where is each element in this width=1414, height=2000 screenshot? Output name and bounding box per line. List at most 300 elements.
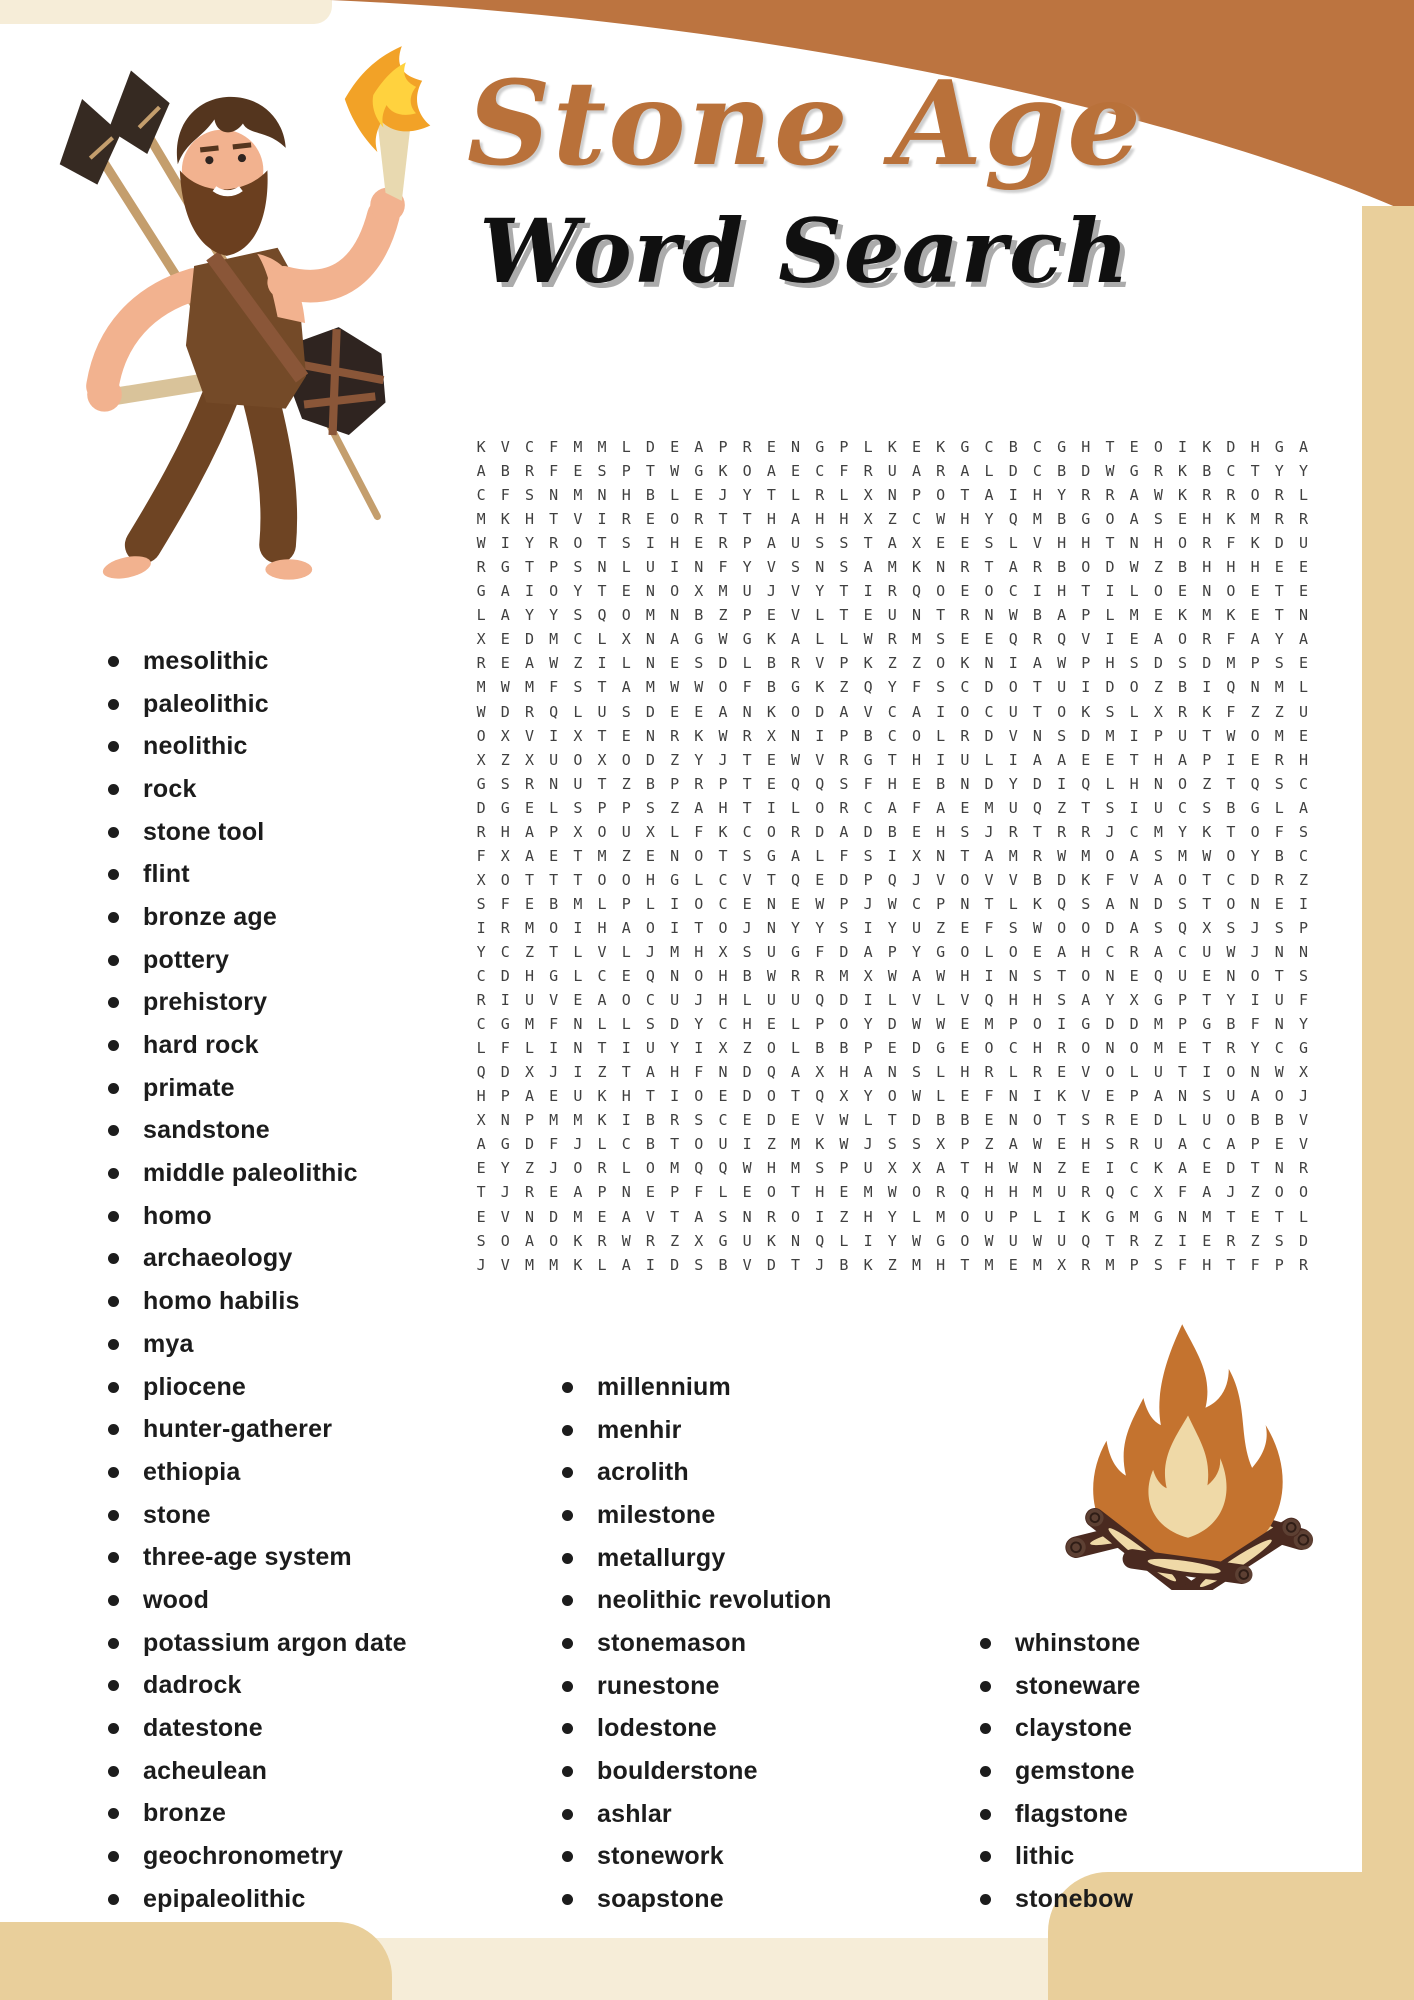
grid-letter[interactable]: D [1250, 870, 1260, 889]
grid-letter[interactable]: S [1008, 918, 1018, 937]
grid-letter[interactable]: W [718, 630, 728, 649]
grid-letter[interactable]: F [549, 1135, 559, 1154]
grid-letter[interactable]: G [1153, 991, 1163, 1010]
grid-letter[interactable]: Y [524, 534, 534, 553]
grid-letter[interactable]: I [597, 510, 607, 529]
grid-letter[interactable]: O [1274, 1183, 1284, 1202]
grid-letter[interactable]: A [766, 534, 776, 553]
grid-letter[interactable]: O [1226, 1111, 1236, 1130]
grid-letter[interactable]: O [621, 750, 631, 769]
grid-letter[interactable]: Y [549, 606, 559, 625]
grid-letter[interactable]: U [573, 1087, 583, 1106]
grid-letter[interactable]: O [1105, 510, 1115, 529]
grid-letter[interactable]: D [984, 678, 994, 697]
grid-letter[interactable]: O [911, 1183, 921, 1202]
grid-letter[interactable]: L [742, 654, 752, 673]
grid-letter[interactable]: G [1057, 438, 1067, 457]
grid-letter[interactable]: I [476, 918, 486, 937]
grid-letter[interactable]: Z [718, 606, 728, 625]
grid-letter[interactable]: Z [621, 774, 631, 793]
grid-letter[interactable]: F [549, 1015, 559, 1034]
grid-letter[interactable]: E [524, 798, 534, 817]
grid-letter[interactable]: X [694, 582, 704, 601]
grid-letter[interactable]: D [1008, 462, 1018, 481]
grid-letter[interactable]: O [573, 534, 583, 553]
grid-letter[interactable]: E [549, 846, 559, 865]
grid-letter[interactable]: V [742, 870, 752, 889]
grid-letter[interactable]: C [524, 438, 534, 457]
grid-letter[interactable]: L [573, 702, 583, 721]
grid-letter[interactable]: P [911, 486, 921, 505]
grid-letter[interactable]: R [1226, 1039, 1236, 1058]
grid-letter[interactable]: Q [984, 991, 994, 1010]
grid-letter[interactable]: W [1057, 846, 1067, 865]
grid-letter[interactable]: E [549, 1183, 559, 1202]
grid-letter[interactable]: N [766, 894, 776, 913]
grid-letter[interactable]: T [597, 582, 607, 601]
grid-letter[interactable]: V [549, 991, 559, 1010]
grid-letter[interactable]: U [718, 1135, 728, 1154]
grid-letter[interactable]: T [1105, 534, 1115, 553]
grid-letter[interactable]: N [1274, 943, 1284, 961]
grid-letter[interactable]: J [694, 991, 704, 1010]
grid-letter[interactable]: M [1153, 1015, 1163, 1034]
grid-letter[interactable]: C [476, 486, 486, 505]
grid-letter[interactable]: B [742, 967, 752, 986]
grid-letter[interactable]: A [694, 1207, 704, 1226]
grid-letter[interactable]: B [839, 1039, 849, 1058]
grid-letter[interactable]: O [621, 870, 631, 889]
grid-letter[interactable]: S [524, 486, 534, 505]
grid-letter[interactable]: L [1298, 1207, 1308, 1226]
grid-letter[interactable]: H [645, 870, 655, 889]
grid-letter[interactable]: C [476, 967, 486, 986]
grid-letter[interactable]: B [549, 894, 559, 913]
grid-letter[interactable]: T [791, 1255, 801, 1274]
grid-letter[interactable]: Z [1057, 1159, 1067, 1178]
grid-letter[interactable]: U [887, 606, 897, 625]
grid-letter[interactable]: O [670, 582, 680, 601]
grid-letter[interactable]: C [573, 630, 583, 649]
grid-letter[interactable]: U [1298, 702, 1308, 721]
grid-letter[interactable]: V [815, 1111, 825, 1130]
grid-letter[interactable]: B [815, 1039, 825, 1058]
grid-letter[interactable]: M [1032, 510, 1042, 529]
grid-letter[interactable]: B [1057, 558, 1067, 577]
grid-letter[interactable]: A [573, 1183, 583, 1202]
grid-letter[interactable]: C [1226, 870, 1236, 889]
grid-letter[interactable]: W [1008, 606, 1018, 625]
grid-letter[interactable]: A [863, 1063, 873, 1082]
grid-letter[interactable]: U [1178, 967, 1188, 986]
grid-letter[interactable]: C [887, 702, 897, 721]
grid-letter[interactable]: E [1298, 582, 1308, 601]
grid-letter[interactable]: Y [1274, 462, 1284, 481]
grid-letter[interactable]: A [984, 486, 994, 505]
grid-letter[interactable]: T [1226, 774, 1236, 793]
grid-letter[interactable]: M [670, 1159, 680, 1178]
grid-letter[interactable]: I [1105, 630, 1115, 649]
grid-letter[interactable]: E [524, 894, 534, 913]
grid-letter[interactable]: K [766, 630, 776, 649]
grid-letter[interactable]: L [476, 1039, 486, 1058]
grid-letter[interactable]: A [791, 1063, 801, 1082]
grid-letter[interactable]: K [960, 654, 970, 673]
grid-letter[interactable]: F [984, 1087, 994, 1106]
grid-letter[interactable]: E [476, 1207, 486, 1226]
grid-letter[interactable]: J [863, 894, 873, 913]
grid-letter[interactable]: A [1032, 750, 1042, 769]
grid-letter[interactable]: E [694, 702, 704, 721]
grid-letter[interactable]: R [791, 822, 801, 841]
grid-letter[interactable]: X [1057, 1255, 1067, 1274]
grid-letter[interactable]: M [524, 918, 534, 937]
grid-letter[interactable]: M [645, 678, 655, 697]
grid-letter[interactable]: S [791, 558, 801, 577]
grid-letter[interactable]: K [1226, 606, 1236, 625]
grid-letter[interactable]: V [573, 510, 583, 529]
grid-letter[interactable]: N [960, 894, 970, 913]
grid-letter[interactable]: I [549, 1039, 559, 1058]
grid-letter[interactable]: M [1032, 1183, 1042, 1202]
grid-letter[interactable]: C [1298, 846, 1308, 865]
grid-letter[interactable]: G [1153, 1207, 1163, 1226]
grid-letter[interactable]: V [815, 750, 825, 769]
grid-letter[interactable]: J [1298, 1087, 1308, 1106]
grid-letter[interactable]: C [1032, 462, 1042, 481]
grid-letter[interactable]: Z [1298, 870, 1308, 889]
grid-letter[interactable]: L [524, 1039, 534, 1058]
grid-letter[interactable]: X [911, 1159, 921, 1178]
grid-letter[interactable]: N [1298, 606, 1308, 625]
grid-letter[interactable]: M [1202, 1207, 1212, 1226]
grid-letter[interactable]: R [597, 1159, 607, 1178]
grid-letter[interactable]: A [621, 1207, 631, 1226]
grid-letter[interactable]: E [1298, 558, 1308, 577]
grid-letter[interactable]: H [887, 774, 897, 793]
grid-letter[interactable]: E [742, 894, 752, 913]
grid-letter[interactable]: W [621, 1231, 631, 1250]
grid-letter[interactable]: O [766, 1039, 776, 1058]
grid-letter[interactable]: P [742, 606, 752, 625]
grid-letter[interactable]: B [718, 1255, 728, 1274]
grid-letter[interactable]: D [839, 870, 849, 889]
word-search-grid[interactable] [469, 435, 1316, 1277]
grid-letter[interactable]: D [1298, 1231, 1308, 1250]
grid-letter[interactable]: M [839, 967, 849, 986]
grid-letter[interactable]: A [1081, 991, 1091, 1010]
grid-letter[interactable]: E [500, 630, 510, 649]
grid-letter[interactable]: M [984, 798, 994, 817]
grid-letter[interactable]: C [1226, 462, 1236, 481]
grid-letter[interactable]: G [500, 558, 510, 577]
grid-letter[interactable]: A [524, 822, 534, 841]
grid-letter[interactable]: U [1057, 678, 1067, 697]
grid-letter[interactable]: H [1153, 750, 1163, 769]
grid-letter[interactable]: F [1298, 991, 1308, 1010]
grid-letter[interactable]: P [1153, 726, 1163, 745]
grid-letter[interactable]: E [476, 1159, 486, 1178]
grid-letter[interactable]: Q [791, 774, 801, 793]
grid-letter[interactable]: I [1202, 678, 1212, 697]
grid-letter[interactable]: I [1202, 1063, 1212, 1082]
grid-letter[interactable]: P [621, 798, 631, 817]
grid-letter[interactable]: E [1105, 1087, 1115, 1106]
grid-letter[interactable]: T [1250, 462, 1260, 481]
grid-letter[interactable]: C [597, 967, 607, 986]
grid-letter[interactable]: M [573, 1111, 583, 1130]
grid-letter[interactable]: L [887, 991, 897, 1010]
grid-letter[interactable]: T [597, 678, 607, 697]
grid-letter[interactable]: E [742, 1111, 752, 1130]
grid-letter[interactable]: E [1274, 558, 1284, 577]
grid-letter[interactable]: O [549, 582, 559, 601]
grid-letter[interactable]: D [1105, 558, 1115, 577]
grid-letter[interactable]: H [1250, 558, 1260, 577]
grid-letter[interactable]: Q [1008, 510, 1018, 529]
grid-letter[interactable]: N [1129, 534, 1139, 553]
grid-letter[interactable]: C [1274, 1039, 1284, 1058]
grid-letter[interactable]: H [1081, 1135, 1091, 1154]
grid-letter[interactable]: T [960, 846, 970, 865]
grid-letter[interactable]: T [621, 1063, 631, 1082]
grid-letter[interactable]: W [500, 678, 510, 697]
grid-letter[interactable]: A [500, 582, 510, 601]
grid-letter[interactable]: F [742, 678, 752, 697]
grid-letter[interactable]: N [984, 606, 994, 625]
grid-letter[interactable]: I [670, 558, 680, 577]
grid-letter[interactable]: H [718, 991, 728, 1010]
grid-letter[interactable]: P [549, 822, 559, 841]
grid-letter[interactable]: M [1129, 1207, 1139, 1226]
grid-letter[interactable]: Q [1105, 1183, 1115, 1202]
grid-letter[interactable]: T [863, 534, 873, 553]
grid-letter[interactable]: N [645, 654, 655, 673]
grid-letter[interactable]: Y [1178, 822, 1188, 841]
grid-letter[interactable]: C [1008, 1039, 1018, 1058]
grid-letter[interactable]: X [524, 1063, 534, 1082]
grid-letter[interactable]: M [573, 486, 583, 505]
grid-letter[interactable]: T [791, 1087, 801, 1106]
grid-letter[interactable]: K [1178, 462, 1188, 481]
grid-letter[interactable]: O [1081, 918, 1091, 937]
grid-letter[interactable]: N [1274, 1159, 1284, 1178]
grid-letter[interactable]: N [597, 486, 607, 505]
grid-letter[interactable]: T [694, 918, 704, 937]
grid-letter[interactable]: N [573, 1039, 583, 1058]
grid-letter[interactable]: T [597, 1039, 607, 1058]
grid-letter[interactable]: A [1057, 943, 1067, 961]
grid-letter[interactable]: H [839, 510, 849, 529]
grid-letter[interactable]: H [1081, 438, 1091, 457]
grid-letter[interactable]: Q [718, 1159, 728, 1178]
grid-letter[interactable]: P [839, 1159, 849, 1178]
grid-letter[interactable]: B [863, 726, 873, 745]
grid-letter[interactable]: K [718, 462, 728, 481]
grid-letter[interactable]: E [960, 534, 970, 553]
grid-letter[interactable]: S [1298, 967, 1308, 986]
grid-letter[interactable]: S [573, 558, 583, 577]
grid-letter[interactable]: T [549, 870, 559, 889]
grid-letter[interactable]: Y [911, 943, 921, 961]
grid-letter[interactable]: V [1081, 630, 1091, 649]
grid-letter[interactable]: R [791, 654, 801, 673]
grid-letter[interactable]: R [1032, 846, 1042, 865]
grid-letter[interactable]: U [645, 1039, 655, 1058]
grid-letter[interactable]: U [960, 750, 970, 769]
grid-letter[interactable]: D [887, 1015, 897, 1034]
grid-letter[interactable]: I [500, 991, 510, 1010]
grid-letter[interactable]: A [960, 462, 970, 481]
grid-letter[interactable]: F [1178, 1183, 1188, 1202]
grid-letter[interactable]: U [766, 991, 776, 1010]
grid-letter[interactable]: T [1202, 894, 1212, 913]
grid-letter[interactable]: M [524, 1255, 534, 1274]
grid-letter[interactable]: P [839, 726, 849, 745]
grid-letter[interactable]: L [1298, 678, 1308, 697]
grid-letter[interactable]: Y [742, 486, 752, 505]
grid-letter[interactable]: L [936, 1087, 946, 1106]
grid-letter[interactable]: R [549, 534, 559, 553]
grid-letter[interactable]: T [791, 1183, 801, 1202]
grid-letter[interactable]: Z [1153, 678, 1163, 697]
grid-letter[interactable]: U [1178, 726, 1188, 745]
grid-letter[interactable]: O [960, 702, 970, 721]
grid-letter[interactable]: R [1032, 1063, 1042, 1082]
grid-letter[interactable]: O [500, 870, 510, 889]
grid-letter[interactable]: E [549, 1087, 559, 1106]
grid-letter[interactable]: A [1105, 894, 1115, 913]
grid-letter[interactable]: G [936, 1039, 946, 1058]
grid-letter[interactable]: H [1202, 558, 1212, 577]
grid-letter[interactable]: G [500, 1015, 510, 1034]
grid-letter[interactable]: G [960, 438, 970, 457]
grid-letter[interactable]: B [766, 678, 776, 697]
grid-letter[interactable]: I [1178, 1231, 1188, 1250]
grid-letter[interactable]: X [718, 1039, 728, 1058]
grid-letter[interactable]: N [670, 846, 680, 865]
grid-letter[interactable]: H [936, 1255, 946, 1274]
grid-letter[interactable]: C [984, 702, 994, 721]
grid-letter[interactable]: S [500, 774, 510, 793]
grid-letter[interactable]: U [1008, 702, 1018, 721]
grid-letter[interactable]: V [742, 1255, 752, 1274]
grid-letter[interactable]: L [1129, 1063, 1139, 1082]
grid-letter[interactable]: S [645, 798, 655, 817]
grid-letter[interactable]: E [670, 438, 680, 457]
grid-letter[interactable]: E [621, 967, 631, 986]
grid-letter[interactable]: K [1081, 1207, 1091, 1226]
grid-letter[interactable]: G [476, 582, 486, 601]
grid-letter[interactable]: H [597, 918, 607, 937]
grid-letter[interactable]: Q [815, 1231, 825, 1250]
grid-letter[interactable]: E [694, 486, 704, 505]
grid-letter[interactable]: Y [1226, 991, 1236, 1010]
grid-letter[interactable]: H [718, 967, 728, 986]
grid-letter[interactable]: S [1274, 774, 1284, 793]
grid-letter[interactable]: A [1129, 510, 1139, 529]
grid-letter[interactable]: Z [766, 1135, 776, 1154]
grid-letter[interactable]: N [1274, 1015, 1284, 1034]
grid-letter[interactable]: A [1250, 630, 1260, 649]
grid-letter[interactable]: N [1250, 678, 1260, 697]
grid-letter[interactable]: R [1274, 510, 1284, 529]
grid-letter[interactable]: A [718, 702, 728, 721]
grid-letter[interactable]: E [621, 582, 631, 601]
grid-letter[interactable]: G [549, 967, 559, 986]
grid-letter[interactable]: M [524, 1015, 534, 1034]
grid-letter[interactable]: E [1178, 510, 1188, 529]
grid-letter[interactable]: L [597, 894, 607, 913]
grid-letter[interactable]: Q [815, 991, 825, 1010]
grid-letter[interactable]: S [597, 462, 607, 481]
grid-letter[interactable]: X [1129, 991, 1139, 1010]
grid-letter[interactable]: E [791, 462, 801, 481]
grid-letter[interactable]: I [1298, 894, 1308, 913]
grid-letter[interactable]: A [476, 462, 486, 481]
grid-letter[interactable]: N [718, 1063, 728, 1082]
grid-letter[interactable]: Q [1057, 894, 1067, 913]
grid-letter[interactable]: R [1032, 558, 1042, 577]
grid-letter[interactable]: R [1105, 486, 1115, 505]
grid-letter[interactable]: D [500, 1063, 510, 1082]
grid-letter[interactable]: A [791, 510, 801, 529]
grid-letter[interactable]: S [1298, 822, 1308, 841]
grid-letter[interactable]: P [621, 894, 631, 913]
grid-letter[interactable]: C [1008, 582, 1018, 601]
grid-letter[interactable]: N [1008, 1087, 1018, 1106]
grid-letter[interactable]: X [597, 750, 607, 769]
grid-letter[interactable]: P [1008, 1015, 1018, 1034]
grid-letter[interactable]: S [694, 1255, 704, 1274]
grid-letter[interactable]: O [1178, 870, 1188, 889]
grid-letter[interactable]: E [766, 774, 776, 793]
grid-letter[interactable]: D [718, 654, 728, 673]
grid-letter[interactable]: E [1298, 654, 1308, 673]
grid-letter[interactable]: O [573, 1159, 583, 1178]
grid-letter[interactable]: T [1226, 1255, 1236, 1274]
grid-letter[interactable]: W [911, 1087, 921, 1106]
grid-letter[interactable]: C [1129, 1159, 1139, 1178]
grid-letter[interactable]: H [960, 510, 970, 529]
grid-letter[interactable]: V [1008, 726, 1018, 745]
grid-letter[interactable]: W [936, 967, 946, 986]
grid-letter[interactable]: N [742, 1207, 752, 1226]
grid-letter[interactable]: D [670, 1255, 680, 1274]
grid-letter[interactable]: O [1226, 582, 1236, 601]
grid-letter[interactable]: M [984, 1015, 994, 1034]
grid-letter[interactable]: R [1057, 822, 1067, 841]
grid-letter[interactable]: N [621, 1183, 631, 1202]
grid-letter[interactable]: Z [500, 750, 510, 769]
grid-letter[interactable]: M [1178, 846, 1188, 865]
grid-letter[interactable]: V [1081, 1087, 1091, 1106]
grid-letter[interactable]: U [1153, 1135, 1163, 1154]
grid-letter[interactable]: X [839, 1087, 849, 1106]
grid-letter[interactable]: E [1274, 1135, 1284, 1154]
grid-letter[interactable]: E [911, 774, 921, 793]
grid-letter[interactable]: K [1057, 1087, 1067, 1106]
grid-letter[interactable]: K [597, 1087, 607, 1106]
grid-letter[interactable]: T [742, 510, 752, 529]
grid-letter[interactable]: R [1032, 630, 1042, 649]
grid-letter[interactable]: E [1032, 943, 1042, 961]
grid-letter[interactable]: Y [500, 1159, 510, 1178]
grid-letter[interactable]: A [863, 558, 873, 577]
grid-letter[interactable]: I [621, 1111, 631, 1130]
grid-letter[interactable]: E [960, 582, 970, 601]
grid-letter[interactable]: K [597, 1111, 607, 1130]
